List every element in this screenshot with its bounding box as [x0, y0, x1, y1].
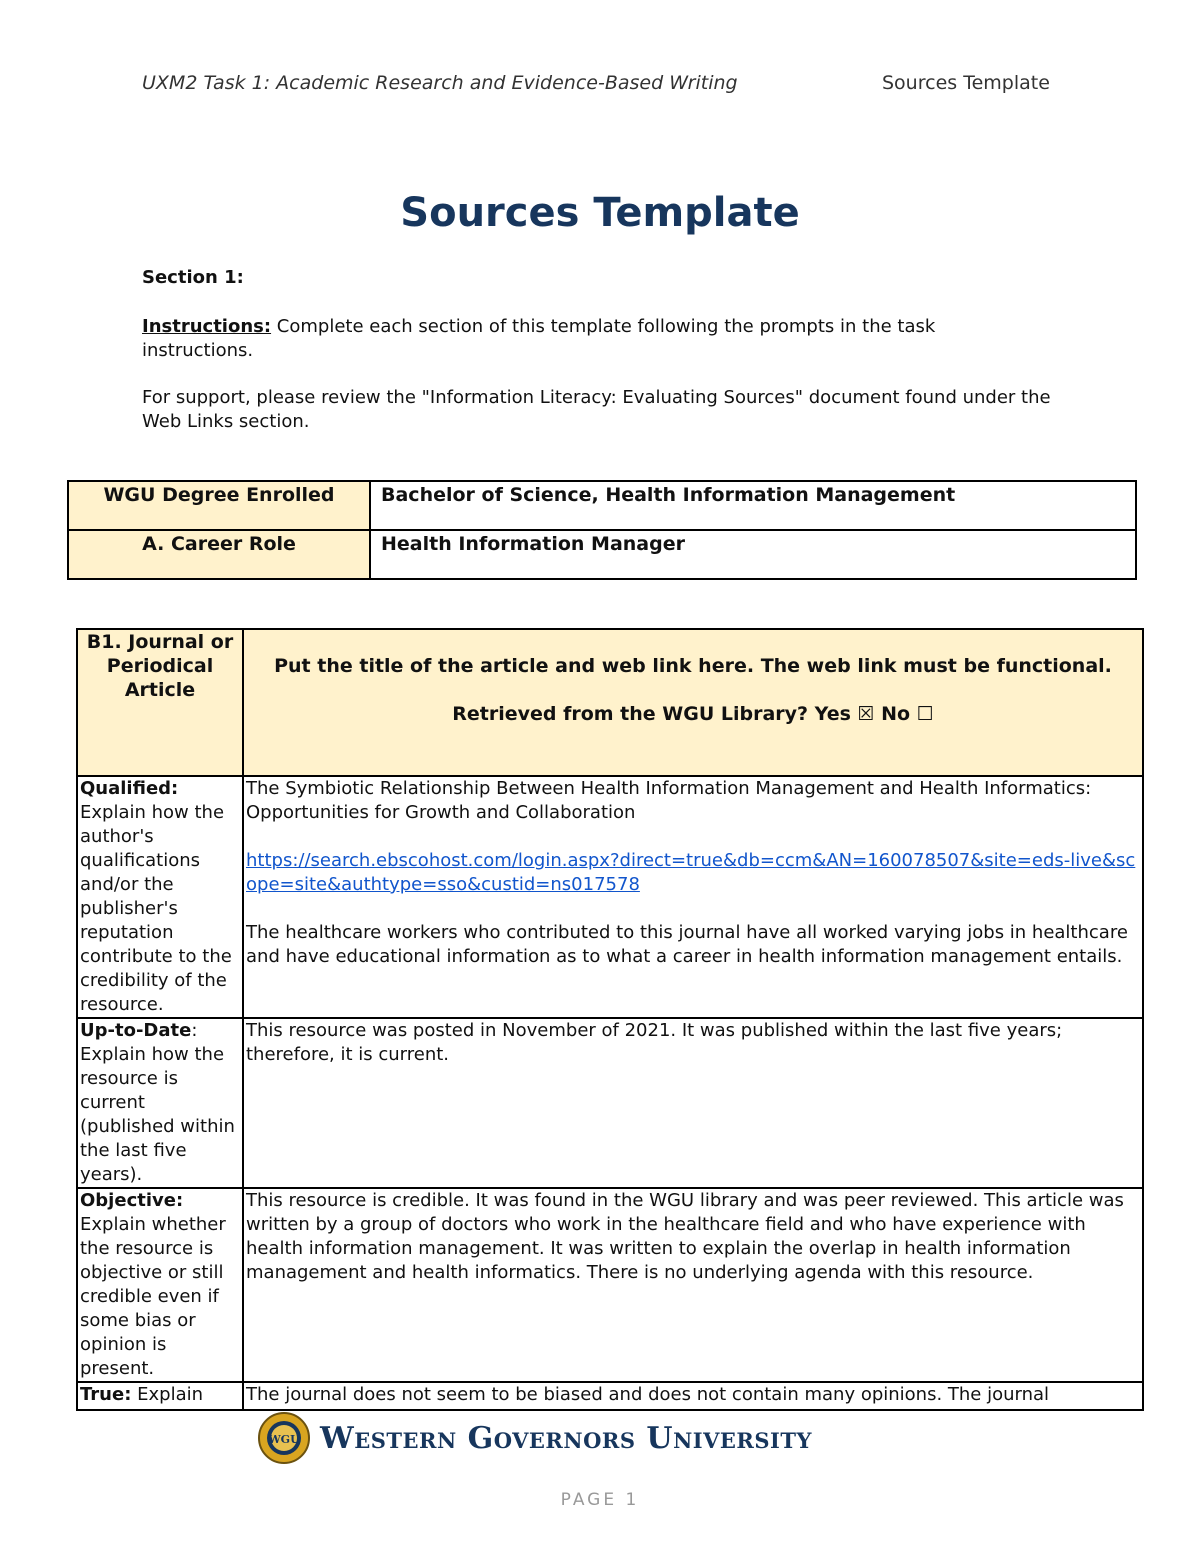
qualified-label: Qualified: — [80, 778, 179, 799]
instructions-label: Instructions: — [142, 316, 272, 337]
wgu-seal-icon — [258, 1412, 310, 1464]
university-wordmark: Western Governors University — [320, 1420, 812, 1456]
uptodate-label: Up-to-Date — [80, 1020, 192, 1041]
objective-label: Objective: — [80, 1190, 184, 1211]
uptodate-response[interactable]: This resource was posted in November of 2021. It was published within the last five years; therefore, it is current. — [243, 1018, 1143, 1188]
support-paragraph: For support, please review the "Information Literacy: Evaluating Sources" document found under the Web Links section. — [142, 387, 1051, 432]
article-link[interactable]: https://search.ebscohost.com/login.aspx?direct=true&db=ccm&AN=160078507&site=eds-live&scope=site&authtype=sso&custid=ns017578 — [246, 850, 1136, 895]
instructions-text: Complete each section of this template following the prompts in the task instructions. — [142, 316, 936, 361]
objective-response[interactable]: This resource is credible. It was found in the WGU library and was peer reviewed. This article was written by a group of doctors who work in the healthcare field and who have experience with health information management. It was written to explain the overlap in health information management and health informatics. There is no underlying agenda with this resource. — [243, 1188, 1143, 1382]
career-role-label: A. Career Role — [68, 530, 370, 579]
qualified-cell — [77, 776, 243, 1018]
qualified-desc: Explain how the author's qualifications and/or the publisher's reputation contribute to the credibility of the resource. — [80, 802, 232, 1015]
table-row — [77, 1382, 1143, 1410]
table-row — [77, 1188, 1143, 1382]
objective-cell — [77, 1188, 243, 1382]
instructions-paragraph — [142, 315, 1042, 363]
section-label: Section 1: — [142, 267, 244, 288]
uptodate-cell: Up-to-Date: Explain how the resource is current (published within the last five years). — [77, 1018, 243, 1188]
true-cell — [77, 1382, 243, 1410]
degree-value[interactable]: Bachelor of Science, Health Information Management — [370, 481, 1136, 530]
article-head-label: B1. Journal or Periodical Article — [77, 629, 243, 776]
table-row — [68, 481, 1136, 530]
degree-table — [67, 480, 1137, 580]
objective-desc: Explain whether the resource is objective or still credible even if some bias or opinion is present. — [80, 1214, 226, 1379]
article-head-cell — [243, 629, 1143, 776]
uptodate-desc: Explain how the resource is current (published within the last five years). — [80, 1044, 235, 1185]
degree-label: WGU Degree Enrolled — [68, 481, 370, 530]
article-head-prompt: Put the title of the article and web link here. The web link must be functional. — [274, 655, 1112, 677]
running-header-left: UXM2 Task 1: Academic Research and Evidence-Based Writing — [142, 72, 738, 94]
career-role-value[interactable]: Health Information Manager — [370, 530, 1136, 579]
page-title: Sources Template — [400, 190, 800, 236]
table-row — [77, 1018, 1143, 1188]
article-title: The Symbiotic Relationship Between Health Information Management and Health Informatics: Opportunities for Growth and Collaboration — [246, 778, 1092, 823]
page-number: PAGE 1 — [560, 1490, 640, 1510]
table-row — [68, 530, 1136, 579]
table-row — [77, 776, 1143, 1018]
wgu-seal-text: WGU — [268, 1433, 300, 1446]
wgu-logo — [258, 1412, 812, 1464]
article-head-retrieved: Retrieved from the WGU Library? Yes ☒ No ☐ — [452, 703, 934, 725]
true-response[interactable]: The journal does not seem to be biased and does not contain many opinions. The journal — [243, 1382, 1143, 1410]
true-label: True: — [80, 1384, 132, 1405]
article-table — [76, 628, 1144, 1411]
true-desc: Explain — [131, 1384, 204, 1405]
table-row — [77, 629, 1143, 776]
qualified-response: The healthcare workers who contributed to this journal have all worked varying jobs in healthcare and have educational information as to what a career in health information management entails. — [246, 922, 1128, 967]
running-header-right: Sources Template — [882, 72, 1050, 94]
qualified-response-cell[interactable] — [243, 776, 1143, 1018]
